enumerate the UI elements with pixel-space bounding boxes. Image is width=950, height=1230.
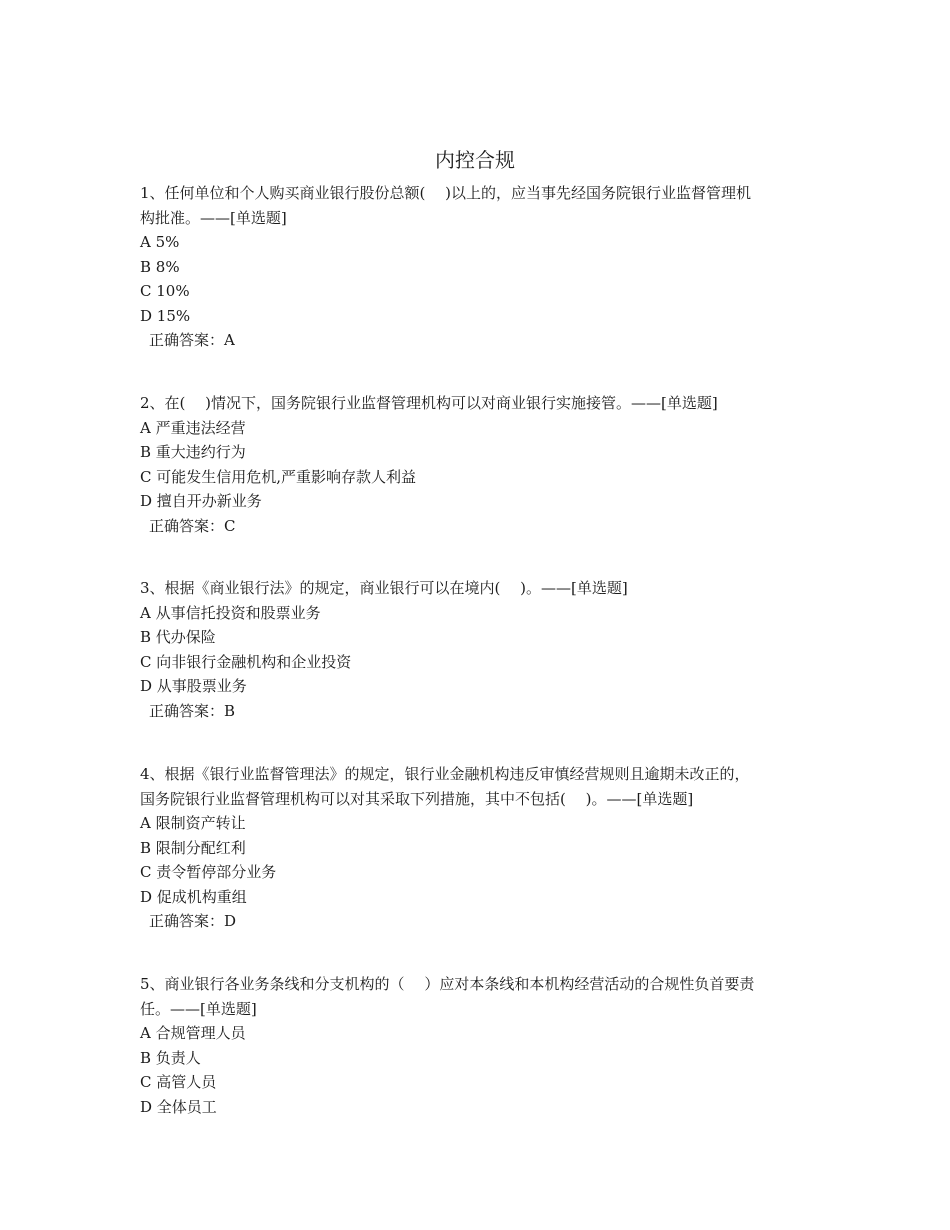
option-c: C 10%	[140, 282, 190, 300]
option-b: B 限制分配红利	[140, 838, 246, 857]
question-text: 1、任何单位和个人购买商业银行股份总额( )以上的，应当事先经国务院银行业监督管理机	[140, 184, 752, 202]
option-b: B 负责人	[140, 1048, 201, 1067]
option-c: C 可能发生信用危机,严重影响存款人利益	[140, 467, 417, 486]
correct-answer: 正确答案：D	[149, 912, 237, 930]
option-a: A 从事信托投资和股票业务	[140, 603, 321, 622]
correct-answer: 正确答案：A	[149, 331, 235, 349]
option-b: B 重大违约行为	[140, 443, 246, 461]
correct-answer: 正确答案：B	[149, 701, 236, 720]
document-title: 内控合规	[435, 148, 515, 172]
question-text: 任。——[单选题]	[140, 999, 257, 1018]
correct-answer: 正确答案：C	[149, 516, 236, 535]
option-d: D 15%	[140, 306, 191, 325]
question-3	[140, 576, 820, 723]
question-4	[140, 762, 820, 934]
question-1	[140, 181, 820, 353]
option-b: B 代办保险	[140, 628, 216, 646]
option-c: C 向非银行金融机构和企业投资	[140, 652, 352, 671]
question-text: 构批准。——[单选题]	[140, 208, 287, 227]
option-d: D 擅自开办新业务	[140, 492, 262, 510]
option-a: A 严重违法经营	[140, 418, 246, 437]
question-text: 2、在( )情况下，国务院银行业监督管理机构可以对商业银行实施接管。——[单选题]	[140, 394, 718, 412]
option-d: D 全体员工	[140, 1097, 217, 1116]
question-text: 国务院银行业监督管理机构可以对其采取下列措施，其中不包括( )。——[单选题]	[140, 789, 694, 808]
option-c: C 高管人员	[140, 1073, 217, 1091]
option-d: D 从事股票业务	[140, 677, 247, 695]
question-text: 4、根据《银行业监督管理法》的规定，银行业金融机构违反审慎经营规则且逾期未改正的，	[140, 765, 750, 783]
option-b: B 8%	[140, 257, 180, 276]
option-d: D 促成机构重组	[140, 887, 247, 906]
option-c: C 责令暂停部分业务	[140, 863, 277, 881]
option-a: A 合规管理人员	[140, 1024, 246, 1042]
question-text: 5、商业银行各业务条线和分支机构的（ ）应对本条线和本机构经营活动的合规性负首要责	[140, 975, 755, 993]
question-text: 3、根据《商业银行法》的规定，商业银行可以在境内( )。——[单选题]	[140, 579, 628, 597]
question-5	[140, 972, 820, 1119]
question-2	[140, 391, 820, 538]
option-a: A 5%	[140, 233, 180, 251]
option-a: A 限制资产转让	[140, 814, 246, 832]
